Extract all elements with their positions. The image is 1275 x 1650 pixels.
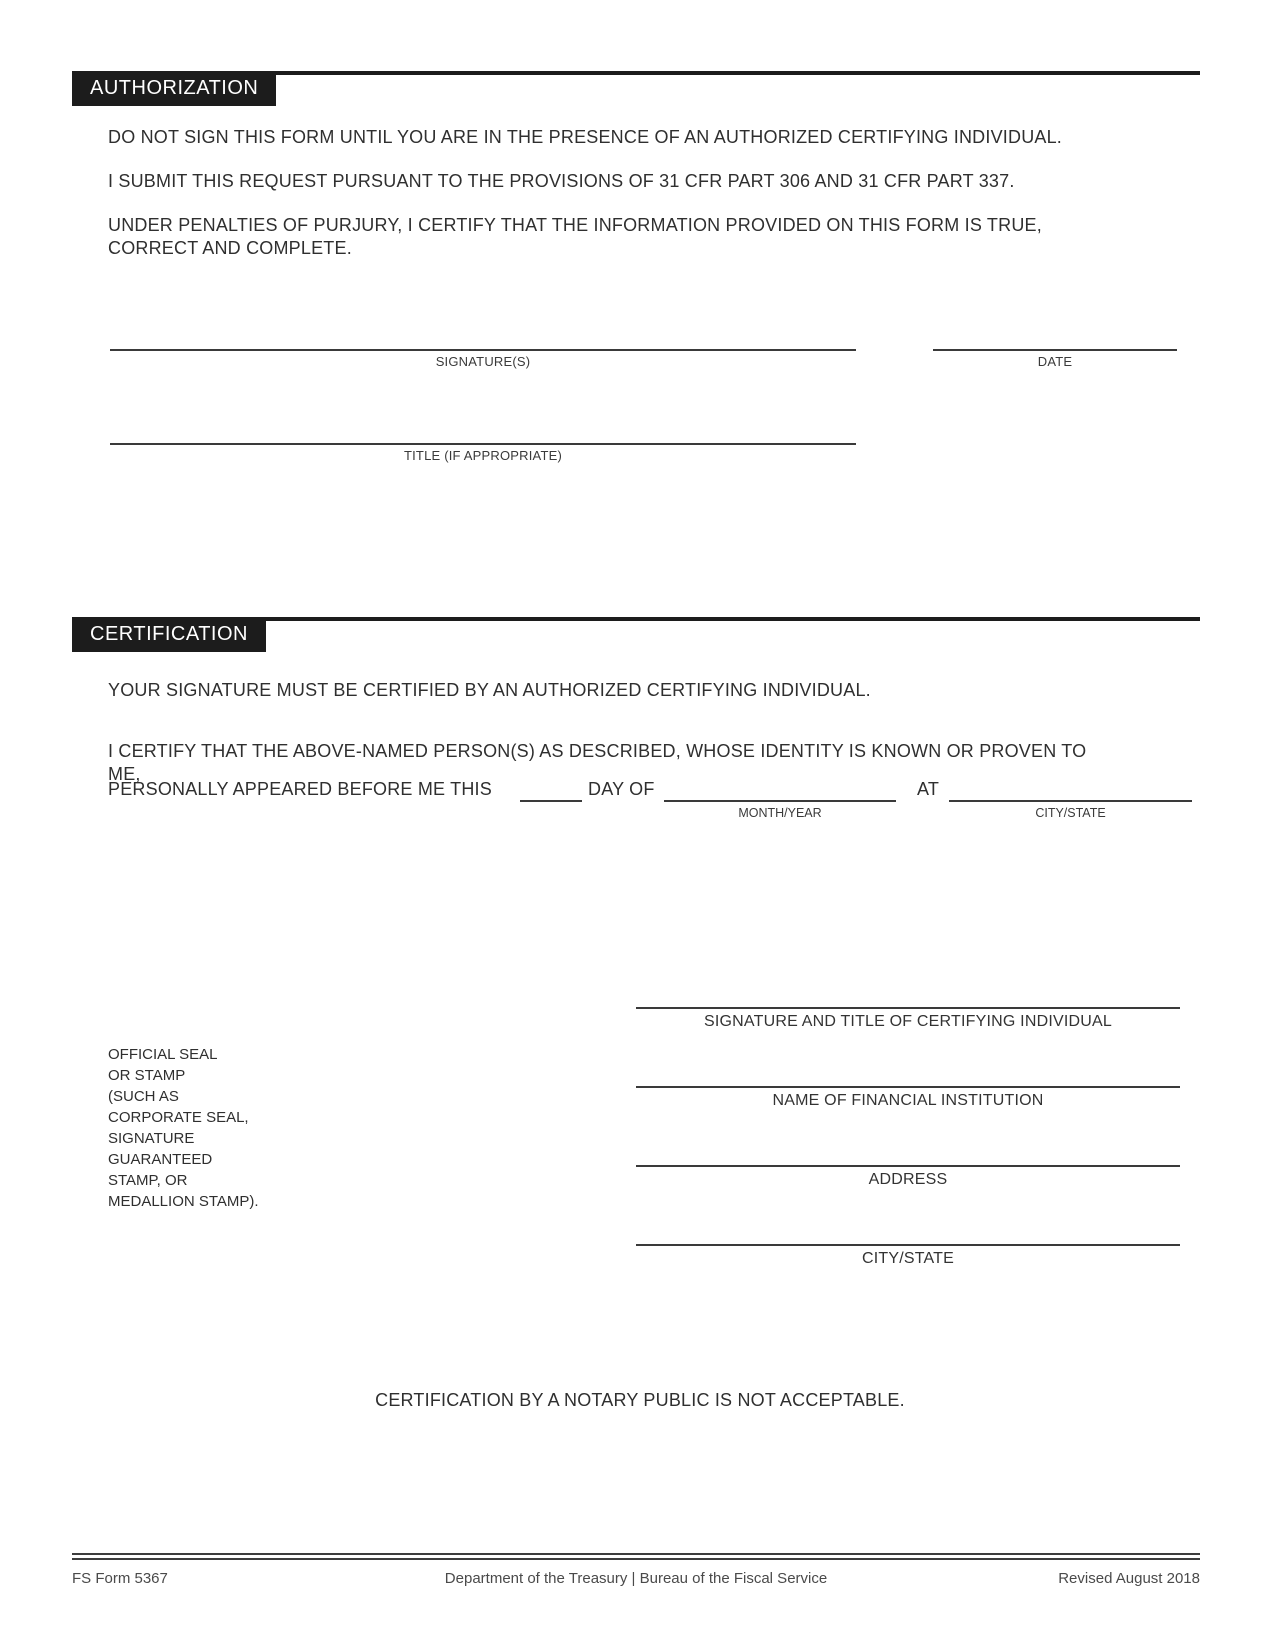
certification-paragraph-1: YOUR SIGNATURE MUST BE CERTIFIED BY AN AUTHORIZED CERTIFYING INDIVIDUAL.	[108, 680, 871, 700]
seal-note-line: GUARANTEED	[108, 1151, 213, 1168]
financial-institution-line[interactable]	[636, 1086, 1180, 1088]
city-state-line[interactable]	[636, 1244, 1180, 1246]
city-state-label: CITY/STATE	[861, 1250, 955, 1267]
authorization-paragraph-3: UNDER PENALTIES OF PURJURY, I CERTIFY THAT THE INFORMATION PROVIDED ON THIS FORM IS TRUE, CORRECT AND COMPLETE.	[108, 215, 1042, 258]
seal-note-line: CORPORATE SEAL,	[108, 1109, 249, 1126]
footer-form-number: FS Form 5367	[72, 1570, 168, 1587]
title-line-label: TITLE (IF APPROPRIATE)	[403, 448, 562, 463]
month-year-blank-line[interactable]	[664, 800, 896, 802]
signature-line[interactable]	[110, 349, 856, 351]
month-year-label: MONTH/YEAR	[738, 806, 822, 820]
financial-institution-label: NAME OF FINANCIAL INSTITUTION	[772, 1092, 1044, 1109]
seal-note-line: OFFICIAL SEAL	[108, 1046, 218, 1063]
certifying-signature-label: SIGNATURE AND TITLE OF CERTIFYING INDIVIDUAL	[704, 1013, 1112, 1030]
signature-line-label: SIGNATURE(S)	[435, 354, 531, 369]
authorization-paragraph-2: I SUBMIT THIS REQUEST PURSUANT TO THE PROVISIONS OF 31 CFR PART 306 AND 31 CFR PART 337.	[108, 171, 1015, 191]
notary-note: CERTIFICATION BY A NOTARY PUBLIC IS NOT ACCEPTABLE.	[375, 1390, 905, 1410]
day-blank-line[interactable]	[520, 800, 582, 802]
authorization-section-title: AUTHORIZATION	[90, 77, 259, 99]
appeared-text-at: AT	[917, 779, 940, 799]
appeared-city-state-blank-line[interactable]	[949, 800, 1192, 802]
appeared-text-day-of: DAY OF	[588, 779, 655, 799]
footer-revision: Revised August 2018	[1058, 1570, 1200, 1587]
date-line-label: DATE	[1037, 354, 1073, 369]
address-label: ADDRESS	[868, 1171, 948, 1188]
official-seal-note	[108, 1044, 338, 1212]
certification-paragraph-2: I CERTIFY THAT THE ABOVE-NAMED PERSON(S) AS DESCRIBED, WHOSE IDENTITY IS KNOWN OR PROVEN TO ME,	[108, 741, 1087, 784]
seal-note-line: OR STAMP	[108, 1067, 186, 1084]
address-line[interactable]	[636, 1165, 1180, 1167]
appeared-text-before-day: PERSONALLY APPEARED BEFORE ME THIS	[108, 779, 492, 799]
certification-section-title: CERTIFICATION	[90, 623, 248, 645]
date-line[interactable]	[933, 349, 1177, 351]
authorization-section-header	[72, 71, 276, 106]
certification-section-header	[72, 617, 266, 652]
seal-note-line: SIGNATURE	[108, 1130, 195, 1147]
seal-note-line: STAMP, OR	[108, 1172, 188, 1189]
seal-note-line: MEDALLION STAMP).	[108, 1193, 259, 1210]
certifying-signature-line[interactable]	[636, 1007, 1180, 1009]
authorization-paragraph-1: DO NOT SIGN THIS FORM UNTIL YOU ARE IN THE PRESENCE OF AN AUTHORIZED CERTIFYING INDIVIDUAL.	[108, 127, 1063, 147]
footer-agency: Department of the Treasury | Bureau of the Fiscal Service	[444, 1570, 828, 1587]
footer-rule	[72, 1553, 1200, 1560]
title-line[interactable]	[110, 443, 856, 445]
seal-note-line: (SUCH AS	[108, 1088, 179, 1105]
appeared-city-state-label: CITY/STATE	[1035, 806, 1106, 820]
